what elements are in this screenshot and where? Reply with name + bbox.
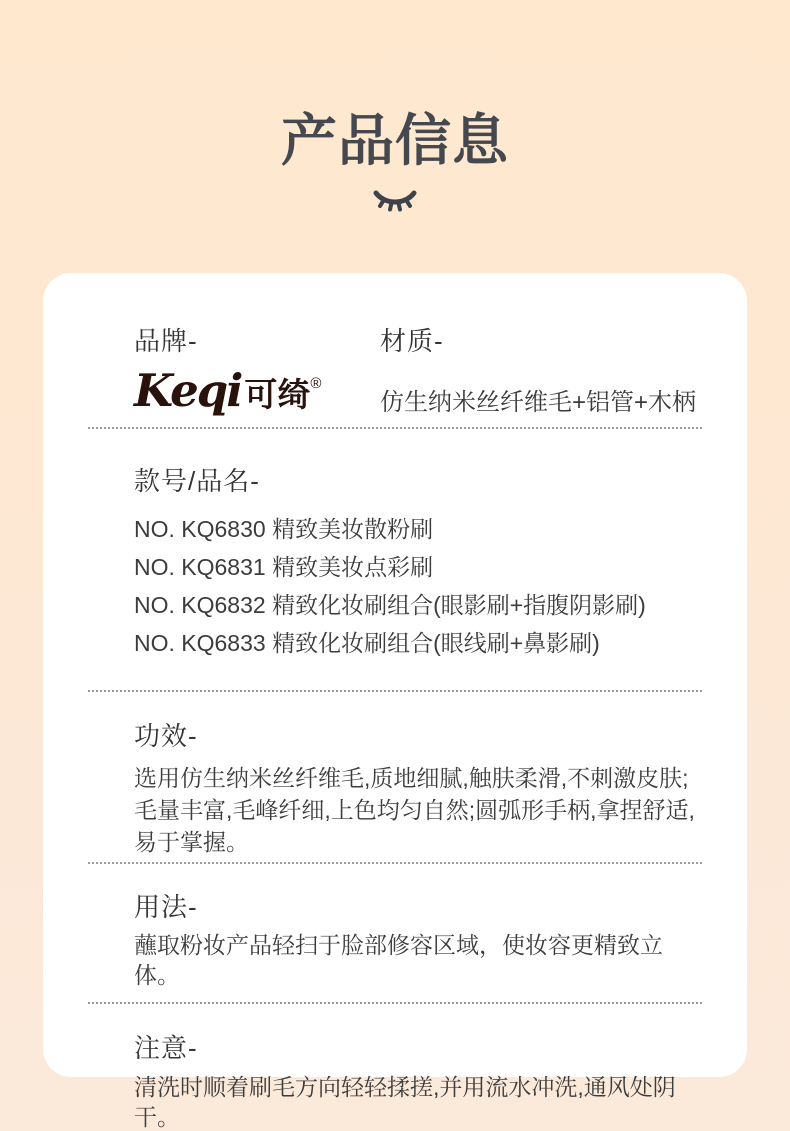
- page-header: [0, 0, 790, 216]
- model-item: NO. KQ6830 精致美妆散粉刷: [134, 516, 434, 542]
- material-value: 仿生纳米丝纤维毛+铝管+木柄: [380, 389, 697, 416]
- model-item: NO. KQ6832 精致化妆刷组合(眼影刷+指腹阴影刷): [134, 592, 646, 618]
- efficacy-text: [134, 762, 702, 858]
- registered-trademark-icon: ®: [310, 375, 322, 392]
- page-title: 产品信息: [281, 109, 509, 172]
- section-usage: [88, 864, 702, 1004]
- efficacy-line: 易于掌握。: [134, 829, 249, 855]
- material-block: [380, 321, 702, 417]
- usage-text: 蘸取粉妆产品轻扫于脸部修容区域，使妆容更精致立体。: [134, 932, 663, 988]
- usage-label: 用法-: [134, 892, 198, 922]
- material-label: 材质-: [380, 326, 444, 356]
- efficacy-label: 功效-: [134, 721, 198, 751]
- product-info-card: [43, 273, 747, 1130]
- section-efficacy: [88, 692, 702, 864]
- section-notice: [88, 1004, 702, 1131]
- closed-eye-lashes-icon: [0, 186, 790, 216]
- model-item: NO. KQ6831 精致美妆点彩刷: [134, 554, 434, 580]
- brand-logo-latin: Keqi: [134, 364, 242, 417]
- section-brand-material: [88, 273, 702, 429]
- efficacy-line: 毛量丰富,毛峰纤细,上色均匀自然;圆弧形手柄,拿捏舒适,: [134, 797, 695, 823]
- brand-logo: [134, 364, 380, 417]
- efficacy-line: 选用仿生纳米丝纤维毛,质地细腻,触肤柔滑,不刺激皮肤;: [134, 765, 689, 791]
- models-label: 款号/品名-: [134, 466, 260, 496]
- notice-text: 清洗时顺着刷毛方向轻轻揉搓,并用流水冲洗,通风处阴干。: [134, 1074, 676, 1130]
- notice-label: 注意-: [134, 1033, 198, 1063]
- section-models: [88, 429, 702, 692]
- brand-label: 品牌-: [134, 326, 198, 356]
- brand-block: [134, 321, 380, 417]
- brand-logo-chinese: 可绮: [244, 376, 311, 413]
- model-item: NO. KQ6833 精致化妆刷组合(眼线刷+鼻影刷): [134, 630, 600, 656]
